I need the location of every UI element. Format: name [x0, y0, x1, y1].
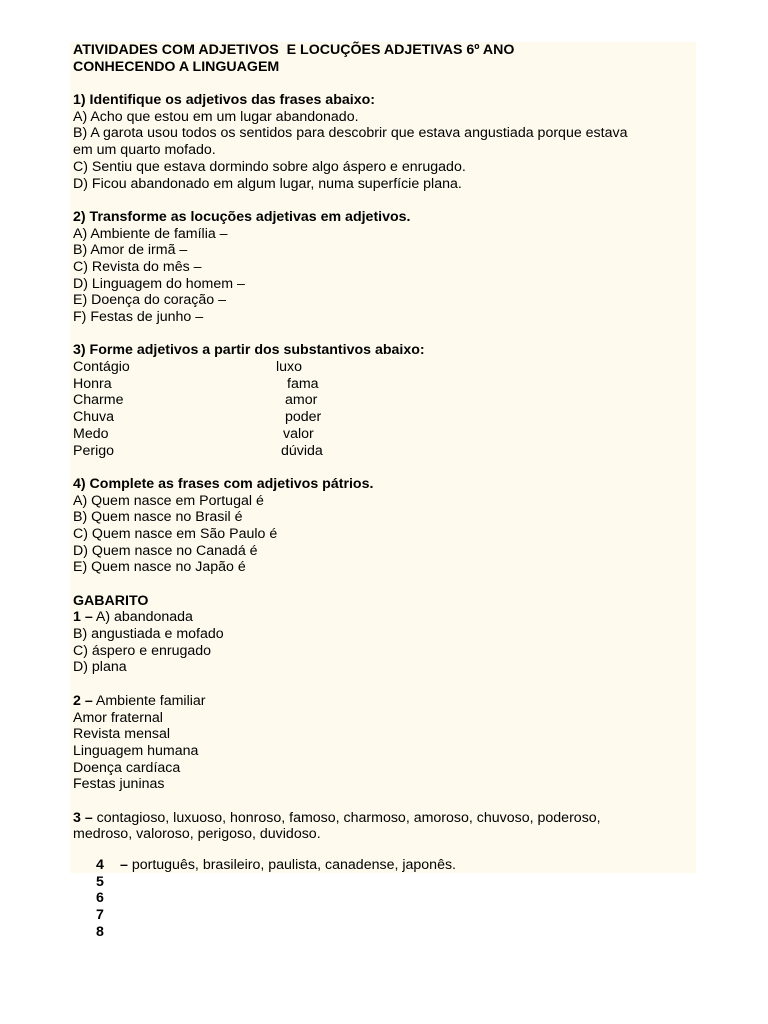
answer-1-line: B) angustiada e mofado: [73, 626, 224, 643]
noun-left: Honra: [73, 375, 112, 392]
noun-right: poder: [285, 409, 322, 426]
question-3-row: [73, 359, 693, 376]
question-1-item: B) A garota usou todos os sentidos para descobrir que estava angustiada porque estava: [73, 125, 628, 142]
question-3-row: [73, 376, 693, 393]
document-body: [73, 42, 693, 843]
noun-left: Perigo: [73, 442, 115, 459]
document-subtitle: CONHECENDO A LINGUAGEM: [73, 58, 280, 75]
noun-right: amor: [285, 392, 318, 409]
answer-number: 2 –: [73, 692, 93, 709]
answer-1-line: [73, 609, 693, 626]
answer-number: 1 –: [73, 609, 93, 626]
noun-left: Medo: [73, 425, 109, 442]
answer-2-line: [73, 693, 693, 710]
document-title: ATIVIDADES COM ADJETIVOS E LOCUÇÕES ADJETIVAS 6º ANO: [73, 42, 515, 58]
list-number: 4: [96, 857, 104, 873]
noun-left: Chuva: [73, 409, 115, 426]
answer-2-line: Revista mensal: [73, 726, 170, 743]
noun-right: luxo: [276, 359, 303, 376]
answer-key-heading: GABARITO: [73, 592, 149, 609]
list-number: 8: [96, 923, 104, 940]
answer-2-line: Linguagem humana: [73, 742, 199, 759]
question-2-item: D) Linguagem do homem –: [73, 275, 245, 292]
question-3-heading: 3) Forme adjetivos a partir dos substantivos abaixo:: [73, 342, 425, 359]
question-3-row: [73, 426, 693, 443]
question-4-item: D) Quem nasce no Canadá é: [73, 542, 258, 559]
answer-text: português, brasileiro, paulista, canadense, japonês.: [127, 857, 456, 873]
question-1-item: C) Sentiu que estava dormindo sobre algo áspero e enrugado.: [73, 158, 466, 175]
list-number: 6: [96, 890, 104, 907]
noun-right: dúvida: [281, 442, 323, 459]
noun-left: Charme: [73, 392, 124, 409]
question-3-row: [73, 443, 693, 460]
answer-2-line: Festas juninas: [73, 776, 165, 793]
question-2-item: E) Doença do coração –: [73, 292, 227, 309]
question-1-heading: 1) Identifique os adjetivos das frases abaixo:: [73, 92, 375, 109]
question-4-item: A) Quem nasce em Portugal é: [73, 492, 264, 509]
answer-text: Ambiente familiar: [92, 692, 206, 709]
answer-2-line: Amor fraternal: [73, 709, 163, 726]
question-2-item: F) Festas de junho –: [73, 309, 204, 325]
question-3-row: [73, 392, 693, 409]
answer-text: A) abandonada: [92, 609, 193, 626]
question-4-item: E) Quem nasce no Japão é: [73, 559, 246, 576]
answer-number: 3 –: [73, 809, 93, 826]
answer-text: contagioso, luxuoso, honroso, famoso, charmoso, amoroso, chuvoso, poderoso,: [92, 809, 601, 826]
answer-4-line: [120, 857, 456, 874]
question-1-item: em um quarto mofado.: [73, 142, 216, 159]
question-4-item: B) Quem nasce no Brasil é: [73, 509, 243, 526]
answer-2-line: Doença cardíaca: [73, 759, 181, 776]
question-2-heading: 2) Transforme as locuções adjetivas em adjetivos.: [73, 208, 411, 225]
list-number: 5: [96, 873, 104, 890]
answer-1-line: C) áspero e enrugado: [73, 642, 212, 659]
question-4-item: C) Quem nasce em São Paulo é: [73, 525, 278, 542]
list-number: 7: [96, 907, 104, 924]
question-1-item: A) Acho que estou em um lugar abandonado.: [73, 108, 359, 125]
question-2-item: C) Revista do mês –: [73, 258, 202, 275]
question-1-item: D) Ficou abandonado em algum lugar, numa superfície plana.: [73, 175, 462, 192]
noun-right: valor: [283, 425, 314, 442]
answer-3-line: medroso, valoroso, perigoso, duvidoso.: [73, 826, 321, 843]
question-3-row: [73, 409, 693, 426]
answer-3-line: [73, 810, 693, 827]
question-2-item: A) Ambiente de família –: [73, 225, 228, 242]
answer-dash: –: [120, 857, 128, 873]
answer-1-line: D) plana: [73, 659, 127, 676]
numbered-list: [96, 857, 104, 940]
noun-left: Contágio: [73, 359, 130, 376]
noun-right: fama: [287, 375, 319, 392]
question-4-heading: 4) Complete as frases com adjetivos pátrios.: [73, 475, 374, 492]
question-2-item: B) Amor de irmã –: [73, 242, 188, 259]
